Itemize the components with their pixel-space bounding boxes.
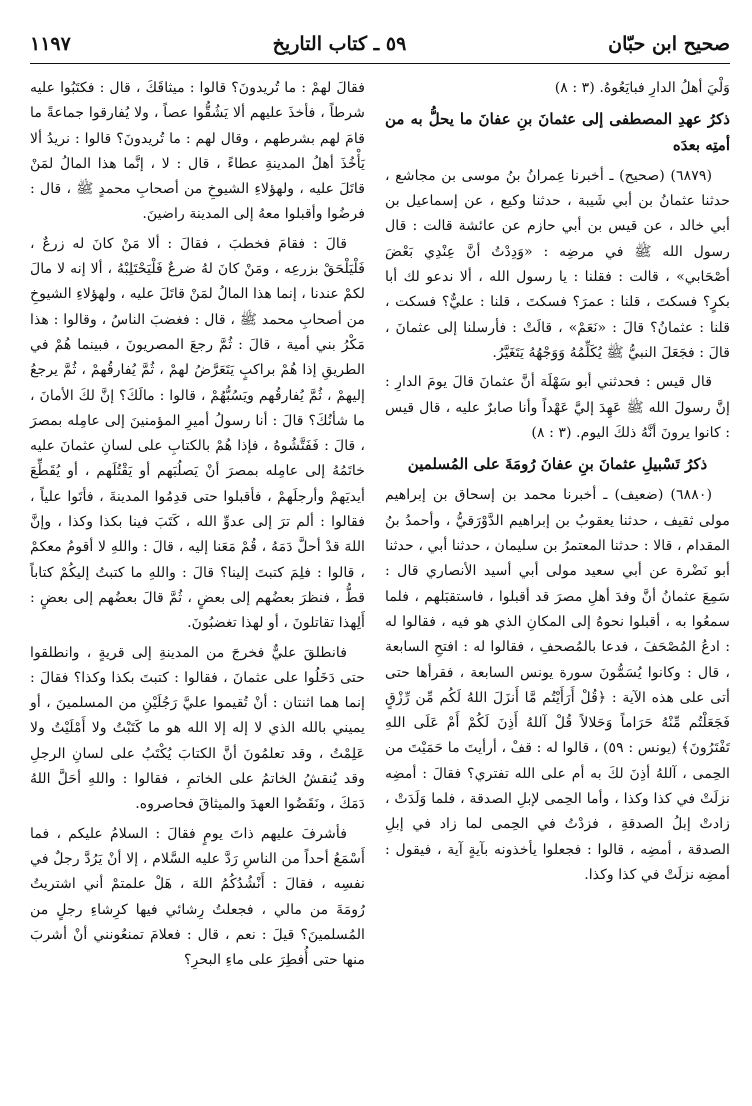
paragraph: فانطلقَ عليٌّ فخرجَ من المدينةِ إلى قريةٍ ، وانطلقوا حتى دَخَلُوا على عثمانَ ، فقالوا : كتبتَ بكذا وكذا؟ فقالَ : إنما هما اثنتان : أنْ تُقيموا عليَّ رَجُلَيْنِ من المسلمينَ ، أو يميني بالله الذي لا إله إلا الله هو ما كَتَبْتُ ولا أَمْلَيْتُ ولا عَلِمْتُ ، وقد تعلمُونَ أنَّ الكتابَ يُكْتَبُ على لسانِ الرجلِ وقد يُنقشُ الخاتمُ على الخاتمِ ، فقالوا : واللهِ أحَلَّ اللهُ دَمَكَ ، ونَقَضُوا العهدَ والميثاقَ فحاصروه. (30, 644, 365, 813)
page-number: ١١٩٧ (30, 33, 71, 55)
paragraph: فأشرفَ عليهم ذاتَ يومٍ فقالَ : السلامُ عليكم ، فما أَسْمَعُ أحداً من الناسِ رَدَّ عليه السَّلام ، إلا أنْ يَرُدَّ رجلٌ في نفسِه ، فقالَ : أَنْشُدُكُمُ اللهَ ، هَلْ علمتمْ أني اشتريتُ رُومَةَ من مالي ، فجعلتُ رِشائي فيها كرِشاءِ رجلٍ من المُسلمينَ؟ قيلَ : نعم ، قال : فعلامَ تمنعُونني أنْ أشربَ منها حتى أُفطِرَ على ماءِ البحرِ؟ (30, 825, 365, 969)
paragraph: وَلْيَ أهلُ الدارِ فبايَعُوهُ. (٣ : ٨) (554, 80, 730, 96)
right-column (385, 76, 730, 888)
chapter-title: ٥٩ ـ كتاب التاريخ (272, 33, 407, 55)
paragraph: قال قيس : فحدثني أبو سَهْلَة أنَّ عثمانَ قالَ يومَ الدارِ : إنَّ رسولَ الله ﷺ عَهِدَ إليَّ عَهْداً وأنا صابرٌ عليه ، قال قيس : كانوا يرونَ أنَّهُ ذلكَ اليوم. (٣ : ٨) (385, 374, 730, 441)
page-header (30, 28, 730, 60)
section-heading: ذكرُ عهدِ المصطفى إلى عثمانَ بنِ عفانَ ما يحلُّ به من أمتِه بعدَه (385, 110, 730, 154)
hadith-paragraph: (٦٨٨٠) (ضعيف) ـ أخبرنا محمد بن إسحاق بن إبراهيم مولى ثقيف ، حدثنا يعقوبُ بن إبراهيم الدَّوْرَقيُّ ، وأحمدُ بنُ المقدام ، قالا : حدثنا المعتمرُ بن سليمان ، حدثنا أبي ، حدثنا أبو نَضْرة عن أبي سعيد مولى أبي أسيد الأنصاري قال : سَمِعَ عثمانُ أنَّ وفدَ أهلِ مصرَ قد أقبلوا ، فاستقبَلهم ، فلما سمعُوا به ، أقبلوا نحوهُ إلى المكانِ الذي هو فيه ، فقالوا له : ادعُ المُصْحَفَ ، فدعا بالمُصحفِ ، فقالوا له : افتحِ السابعة ، قال : وكانوا يُسَمُّونَ سورة يونس السابعة ، فقرأها حتى أتى على هذه الآية : ﴿قُلْ أَرَأَيْتُم مَّا أَنزَلَ اللهُ لَكُم مِّن رِّزْقٍ فَجَعَلْتُم مِّنْهُ حَرَاماً وَحَلالاً قُلْ آللهُ أَذِنَ لَكُمْ أَمْ عَلَى اللهِ تَفْتَرُونَ﴾ (يونس : ٥٩) ، قالوا له : قفْ ، أرأيتَ ما حَمَيْتَ من الحِمى ، آللهُ أذِنَ لكَ به أم على الله تفتري؟ فقالَ : أمضِه نزلَتْ في كذا وكذا ، وأما الحِمى لإبلِ الصدقة ، فلما وَلَدَتْ ، زادتْ إبلُ الصدقةِ ، فزدْتُ في الحِمى لما زاد في إبلِ الصدقة ، أمضِه ، قالوا : فجعلوا يأخذونه بآيةٍ آية ، فيقول : أمضِه نزلَتْ في كذا وكذا. (385, 487, 730, 883)
hadith-paragraph: (٦٨٧٩) (صحيح) ـ أخبرنا عِمرانُ بنُ موسى بن مجاشع ، حدثنا عثمانُ بن أبي شَيبة ، حدثنا وكيع ، عن إسماعيل بن أبي خالد ، عن قيس بن أبي حازم عن عائشة قالت : قال رسول الله ﷺ في مرضِه : «وَدِدْتُ أنَّ عِنْدِي بَعْضَ أصْحَابي» ، قالت : فقلنا : يا رسول الله ، ألا ندعو لك أبا بكرٍ؟ فسكتَ ، قلنا : عمرَ؟ فسكتَ ، قلنا : عليٌّ؟ فسكت ، قلنا : عثمانُ؟ قالَ : «نَعَمْ» ، قالَتْ : فأرسلنا إلى عثمانَ ، قالَ : فجَعَلَ النبيُّ ﷺ يُكَلِّمُهُ وَوَجْهُهُ يَتَغَيَّرُ. (385, 167, 730, 361)
section-heading: ذكرُ تَسْبيلِ عثمانَ بنِ عفانَ رُومَةَ على المُسلمين (407, 455, 708, 474)
left-column (30, 76, 365, 973)
paragraph: فقالَ لهمْ : ما تُريدونَ؟ قالوا : ميثاقَكَ ، قال : فكتَبُوا عليه شرطاً ، فأخذَ عليهم ألا يَشُقُّوا عصاً ، ولا يُفارقوا جماعةً ما قامَ لهم بشرطهم ، وقال لهم : ما تُريدونَ؟ قالوا : نريدُ ألا يَأْخُذَ أهلُ المدينةِ عطاءً ، قال : لا ، إنَّما هذا المالُ لمَنْ قاتَلَ عليه ، ولهؤلاءِ الشيوخِ من أصحابِ محمدٍ ﷺ ، قال : فرضُوا وأقبلوا معهُ إلى المدينة راضينَ. (30, 80, 365, 223)
paragraph: قالَ : فقامَ فخطبَ ، فقالَ : ألا مَنْ كانَ له زرعٌ ، فَلْيَلْحَقْ بزرعِه ، ومَنْ كانَ لهُ ضرعٌ فَلْيَحْتَلِبْهُ ، ألا إنه لا مالَ لكمْ عندنا ، إنما هذا المالُ لمَنْ قاتَلَ عليه ، ولهؤلاءِ الشيوخِ من أصحابِ محمد ﷺ ، قال : فغضبَ الناسُ ، وقالوا : هذا مَكْرُ بني أمية ، قالَ : ثُمَّ رجعَ المصريونَ ، فبينما هُمْ في الطريقِ إذا هُمْ براكبٍ يَتَعَرَّضُ لهمْ ، ثُمَّ يُفارقُهمْ ، ثُمَّ يرجعُ إليهمْ ، ثُمَّ يُفارقُهم ويَسُبُّهُمْ ، قالوا : مالَكَ؟ إنَّ لكَ الأمانَ ، ما شأنُكَ؟ قالَ : أنا رسولُ أميرِ المؤمنينَ إلى عامِله بمصرَ ، قالَ : فَفَتَّشُوهُ ، فإذا هُمْ بالكتابِ على لسانِ عثمانَ عليه خاتَمُهُ إلى عامِله بمصرَ أنْ يَصلُبَهم أو يَقْتُلَهم ، أو يُقَطِّعَ أيديَهمْ وأرجلَهمْ ، فأقبلوا حتى قدِمُوا المدينةَ ، فأتَوا علياً ، فقالوا : ألم ترَ إلى عدوِّ الله ، كَتَبَ فينا بكذا وكذا ، وإنَّ اللهَ قدْ أحلَّ دَمَهُ ، قُمْ مَعَنا إليه ، قالَ : واللهِ لا أقومُ معكمْ ، قالوا : فلِمَ كتبتَ إلينا؟ قالَ : واللهِ ما كتبتُ إليكُمْ كتاباً قطُّ ، فنظرَ بعضُهم إلى بعضٍ ، ثُمَّ قالَ بعضُهم إلى بعضٍ : أَلِهذا تقاتلونَ ، أو لهذا تغضبُونَ. (30, 235, 365, 632)
header-rule (30, 63, 730, 64)
book-title: صحيح ابن حبّان (608, 33, 730, 55)
